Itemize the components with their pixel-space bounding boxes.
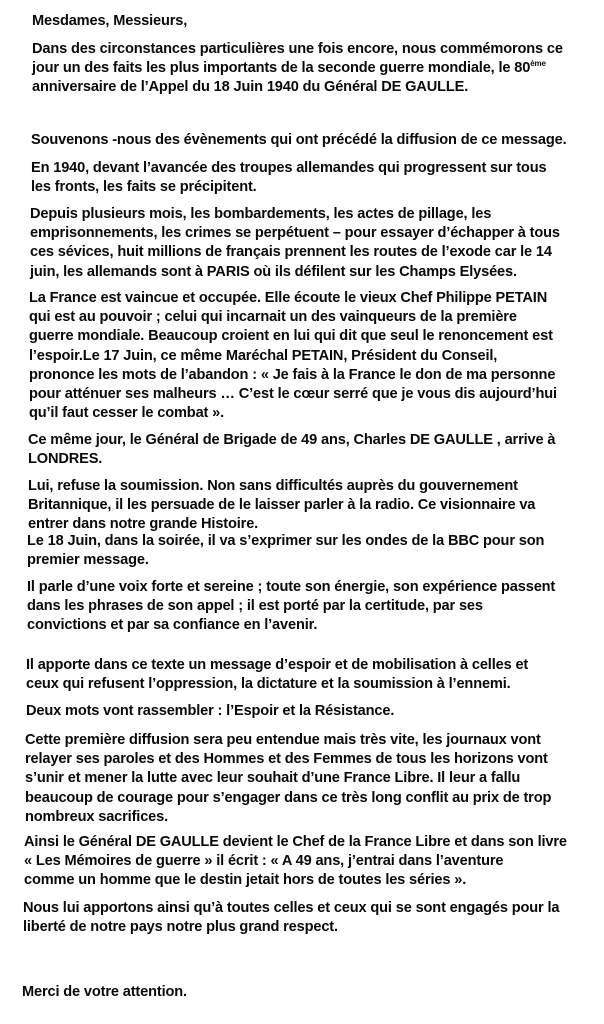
text-line: Dans des circonstances particulières une fois encore, nous commémorons ce xyxy=(32,41,563,57)
paragraph-1940 xyxy=(31,159,546,197)
text-line: Ce même jour, le Général de Brigade de 49 ans, Charles DE GAULLE , arrive à xyxy=(28,432,556,448)
text-line: anniversaire de l’Appel du 18 Juin 1940 du Général DE GAULLE. xyxy=(32,79,469,96)
paragraph-londres xyxy=(28,431,555,469)
closing-text: Merci de votre attention. xyxy=(22,984,187,1000)
text-line: relayer ses paroles et des Hommes et des Femmes de tous les horizons vont xyxy=(25,751,548,768)
paragraph-memoires xyxy=(24,833,567,891)
salutation xyxy=(32,12,187,31)
salutation-text: Mesdames, Messieurs, xyxy=(32,13,188,29)
text-line: LONDRES. xyxy=(28,451,103,468)
text-line: La France est vaincue et occupée. Elle écoute le vieux Chef Philippe PETAIN xyxy=(29,290,548,306)
text-line: ces sévices, huit millions de français prennent les routes de l’exode car le 14 xyxy=(30,244,552,261)
text-line: « Les Mémoires de guerre » il écrit : « A 49 ans, j’entrai dans l’aventure xyxy=(24,853,504,870)
text-line: l’espoir.Le 17 Juin, ce même Maréchal PETAIN, Président du Conseil, xyxy=(29,347,498,364)
paragraph-espoir xyxy=(26,656,528,694)
text-line: qui est au pouvoir ; celui qui incarnait un des vainqueurs de la première xyxy=(29,309,517,326)
text-line: Souvenons -nous des évènements qui ont précédé la diffusion de ce message. xyxy=(31,132,567,148)
text-line: convictions et par sa confiance en l’avenir. xyxy=(27,617,318,634)
text-line: qu’il faut cesser le combat ». xyxy=(29,405,225,422)
text-line: Il apporte dans ce texte un message d’espoir et de mobilisation à celles et xyxy=(26,657,529,673)
text-line-part: jour un des faits les plus importants de la seconde guerre mondiale, le 80 xyxy=(32,60,531,77)
closing xyxy=(22,983,187,1002)
text-line: s’unir et mener la lutte avec leur souhait d’une France Libre. Il leur a fallu xyxy=(25,770,521,787)
text-line: liberté de notre pays notre plus grand respect. xyxy=(23,919,338,936)
text-line: les fronts, les faits se précipitent. xyxy=(31,179,257,196)
paragraph-petain xyxy=(29,289,557,423)
paragraph-respect xyxy=(23,899,559,937)
ordinal-superscript: ème xyxy=(530,59,546,69)
paragraph-deux-mots xyxy=(26,702,394,721)
text-line: premier message. xyxy=(27,552,149,569)
text-line: Cette première diffusion sera peu entendue mais très vite, les journaux vont xyxy=(25,732,541,748)
paragraph-bbc xyxy=(27,532,544,570)
text-line: Lui, refuse la soumission. Non sans difficultés auprès du gouvernement xyxy=(28,478,518,494)
text-line: Britannique, il les persuade de le laisser parler à la radio. Ce visionnaire va xyxy=(28,497,536,514)
text-line: Deux mots vont rassembler : l’Espoir et la Résistance. xyxy=(26,703,395,719)
text-line: ceux qui refusent l’oppression, la dictature et la soumission à l’ennemi. xyxy=(26,676,511,693)
text-line: comme un homme que le destin jetait hors de toutes les séries ». xyxy=(24,872,467,889)
paragraph-voix xyxy=(27,578,555,636)
text-line: Ainsi le Général DE GAULLE devient le Chef de la France Libre et dans son livre xyxy=(24,834,567,850)
paragraph-intro xyxy=(32,40,563,98)
text-line xyxy=(32,59,563,78)
text-line: pour atténuer ses malheurs … C’est le cœur serré que je vous dis aujourd’hui xyxy=(29,386,557,403)
text-line: En 1940, devant l’avancée des troupes allemandes qui progressent sur tous xyxy=(31,160,547,176)
paragraph-exode xyxy=(30,205,560,282)
paragraph-souvenons xyxy=(31,131,567,150)
text-line: Depuis plusieurs mois, les bombardements, les actes de pillage, les xyxy=(30,206,492,222)
text-line: Il parle d’une voix forte et sereine ; toute son énergie, son expérience passent xyxy=(27,579,556,595)
text-line: emprisonnements, les crimes se perpétuent – pour essayer d’échapper à tous xyxy=(30,225,560,242)
paragraph-soumission xyxy=(28,477,535,535)
paragraph-diffusion xyxy=(25,731,551,827)
text-line: beaucoup de courage pour s’engager dans ce très long conflit au prix de trop xyxy=(25,789,552,806)
text-line: guerre mondiale. Beaucoup croient en lui qui dit que seul le renoncement est xyxy=(29,328,553,345)
text-line: prononce les mots de l’abandon : « Je fais à la France le don de ma personne xyxy=(29,366,556,383)
text-line: Nous lui apportons ainsi qu’à toutes celles et ceux qui se sont engagés pour la xyxy=(23,900,560,916)
text-line: juin, les allemands sont à PARIS où ils défilent sur les Champs Elysées. xyxy=(30,263,517,280)
text-line: nombreux sacrifices. xyxy=(25,808,169,825)
text-line: entrer dans notre grande Histoire. xyxy=(28,516,259,533)
text-line: dans les phrases de son appel ; il est porté par la certitude, par ses xyxy=(27,598,483,615)
text-line: Le 18 Juin, dans la soirée, il va s’exprimer sur les ondes de la BBC pour son xyxy=(27,533,545,549)
